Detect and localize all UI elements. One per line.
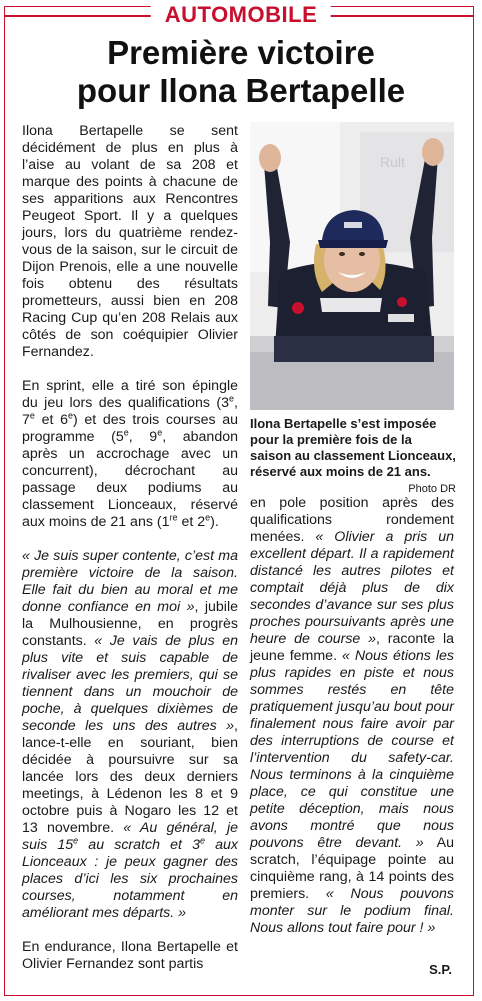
section-label: AUTOMOBILE bbox=[151, 0, 331, 30]
headline bbox=[10, 34, 472, 110]
photo-caption bbox=[250, 416, 456, 497]
ordinal: e bbox=[205, 512, 211, 523]
driver-photo bbox=[250, 122, 454, 410]
right-column bbox=[250, 495, 454, 954]
caption-text: Ilona Bertapelle s’est imposée pour la première fois de la saison au classement Lionceaux, réservé aux moins de 21 ans. bbox=[250, 416, 456, 479]
text: et 2 bbox=[177, 514, 206, 530]
quote-part: aux Lionceaux : je peux gagner des places d’ici les six prochaines courses, notamment en améliorant mes départs. » bbox=[22, 837, 238, 921]
paragraph-race bbox=[250, 495, 454, 937]
quote-part: « Au général, je suis 15 bbox=[22, 820, 238, 853]
ordinal: e bbox=[199, 835, 205, 846]
text: , 9 bbox=[128, 429, 158, 445]
section-header bbox=[0, 0, 482, 30]
suit-text: Rult bbox=[380, 154, 405, 170]
driver-photo-illustration bbox=[250, 122, 454, 410]
text: , jubile la Mulhousienne, en progrès constants. bbox=[22, 599, 238, 649]
paragraph-intro: Ilona Bertapelle se sent décidément de plus en plus à l’aise au volant de sa 208 et marque des points à chacune de ses apparitions aux Rencontres Peugeot Sport. Il y a quelques jours, lors du quatrième rendez-vous de la saison, sur le circuit de Dijon Prenois, elle a une nouvelle fois obtenu des résultats prometteurs, aussi bien en 208 Racing Cup qu’en 208 Relais aux côtés de son coéquipier Olivier Fernandez. bbox=[22, 123, 238, 360]
quote: « Nous pouvons monter sur le podium final. Nous allons tout faire pour ! » bbox=[250, 886, 454, 936]
text: en pole position après des qualifications rondement menées. bbox=[250, 495, 454, 545]
quote: « Je vais de plus en plus vite et suis capable de rivaliser avec les premiers, qui se tiennent dans un mouchoir de poche, à quelques dixièmes de seconde les uns des autres » bbox=[22, 633, 238, 734]
ordinal: e bbox=[67, 410, 73, 421]
paragraph-sprint bbox=[22, 378, 238, 531]
ordinal: e bbox=[29, 410, 35, 421]
photo-credit: Photo DR bbox=[408, 483, 456, 495]
text: , lance-t-elle en souriant, bien décidée à poursuivre sur sa lancée lors des deux derniers meetings, à Lédenon les 8 et 9 octobre puis à Nogaro les 12 et 13 novembre. bbox=[22, 718, 238, 836]
ordinal: e bbox=[73, 835, 79, 846]
quote-part: au scratch et 3 bbox=[78, 837, 200, 853]
text: , abandon après un accrochage avec un concurrent), décrochant au passage deux podiums au classement Lionceaux, réservé aux moins de 21 ans (1 bbox=[22, 429, 238, 530]
quote: « Nous étions les plus rapides en piste et nous sommes restés en tête pratiquement jusqu’au bout pour finalement nous faire avoir par des interruptions de course et l’intervention du safety-car. Nous terminons à la cinquième place, ce qui constitue une petite déception, mais nous avons montré que nous pouvons être devant. » bbox=[250, 648, 454, 851]
ordinal: re bbox=[169, 512, 178, 523]
author-signature: S.P. bbox=[429, 962, 452, 977]
text: En sprint, elle a tiré son épingle du jeu lors des qualifications (3 bbox=[22, 378, 238, 411]
paragraph-endurance: En endurance, Ilona Bertapelle et Olivier Fernandez sont partis bbox=[22, 939, 238, 972]
text: et 6 bbox=[34, 412, 68, 428]
ordinal: e bbox=[157, 427, 163, 438]
text: , raconte la jeune femme. bbox=[250, 631, 454, 664]
text: , 7 bbox=[22, 395, 238, 428]
quote: « Je suis super contente, c’est ma première victoire de la saison. Elle fait du bien au moral et me donne confiance en moi » bbox=[22, 548, 238, 615]
headline-line-2: pour Ilona Bertapelle bbox=[76, 72, 406, 109]
paragraph-quotes bbox=[22, 548, 238, 922]
headline-line-1: Première victoire bbox=[107, 34, 375, 71]
text: ). bbox=[210, 514, 219, 530]
ordinal: e bbox=[123, 427, 129, 438]
left-column bbox=[22, 123, 238, 990]
text: Au scratch, l’équipage pointe au cinquième rang, à 14 points des premiers. bbox=[250, 835, 454, 902]
text: ) et des trois courses au programme (5 bbox=[22, 412, 239, 445]
quote: « Olivier a pris un excellent départ. Il a rapidement distancé les autres pilotes et comptait déjà plus de dix secondes d’avance sur ses plus proches poursuivants après une heure de course » bbox=[250, 529, 455, 647]
ordinal: e bbox=[229, 393, 235, 404]
